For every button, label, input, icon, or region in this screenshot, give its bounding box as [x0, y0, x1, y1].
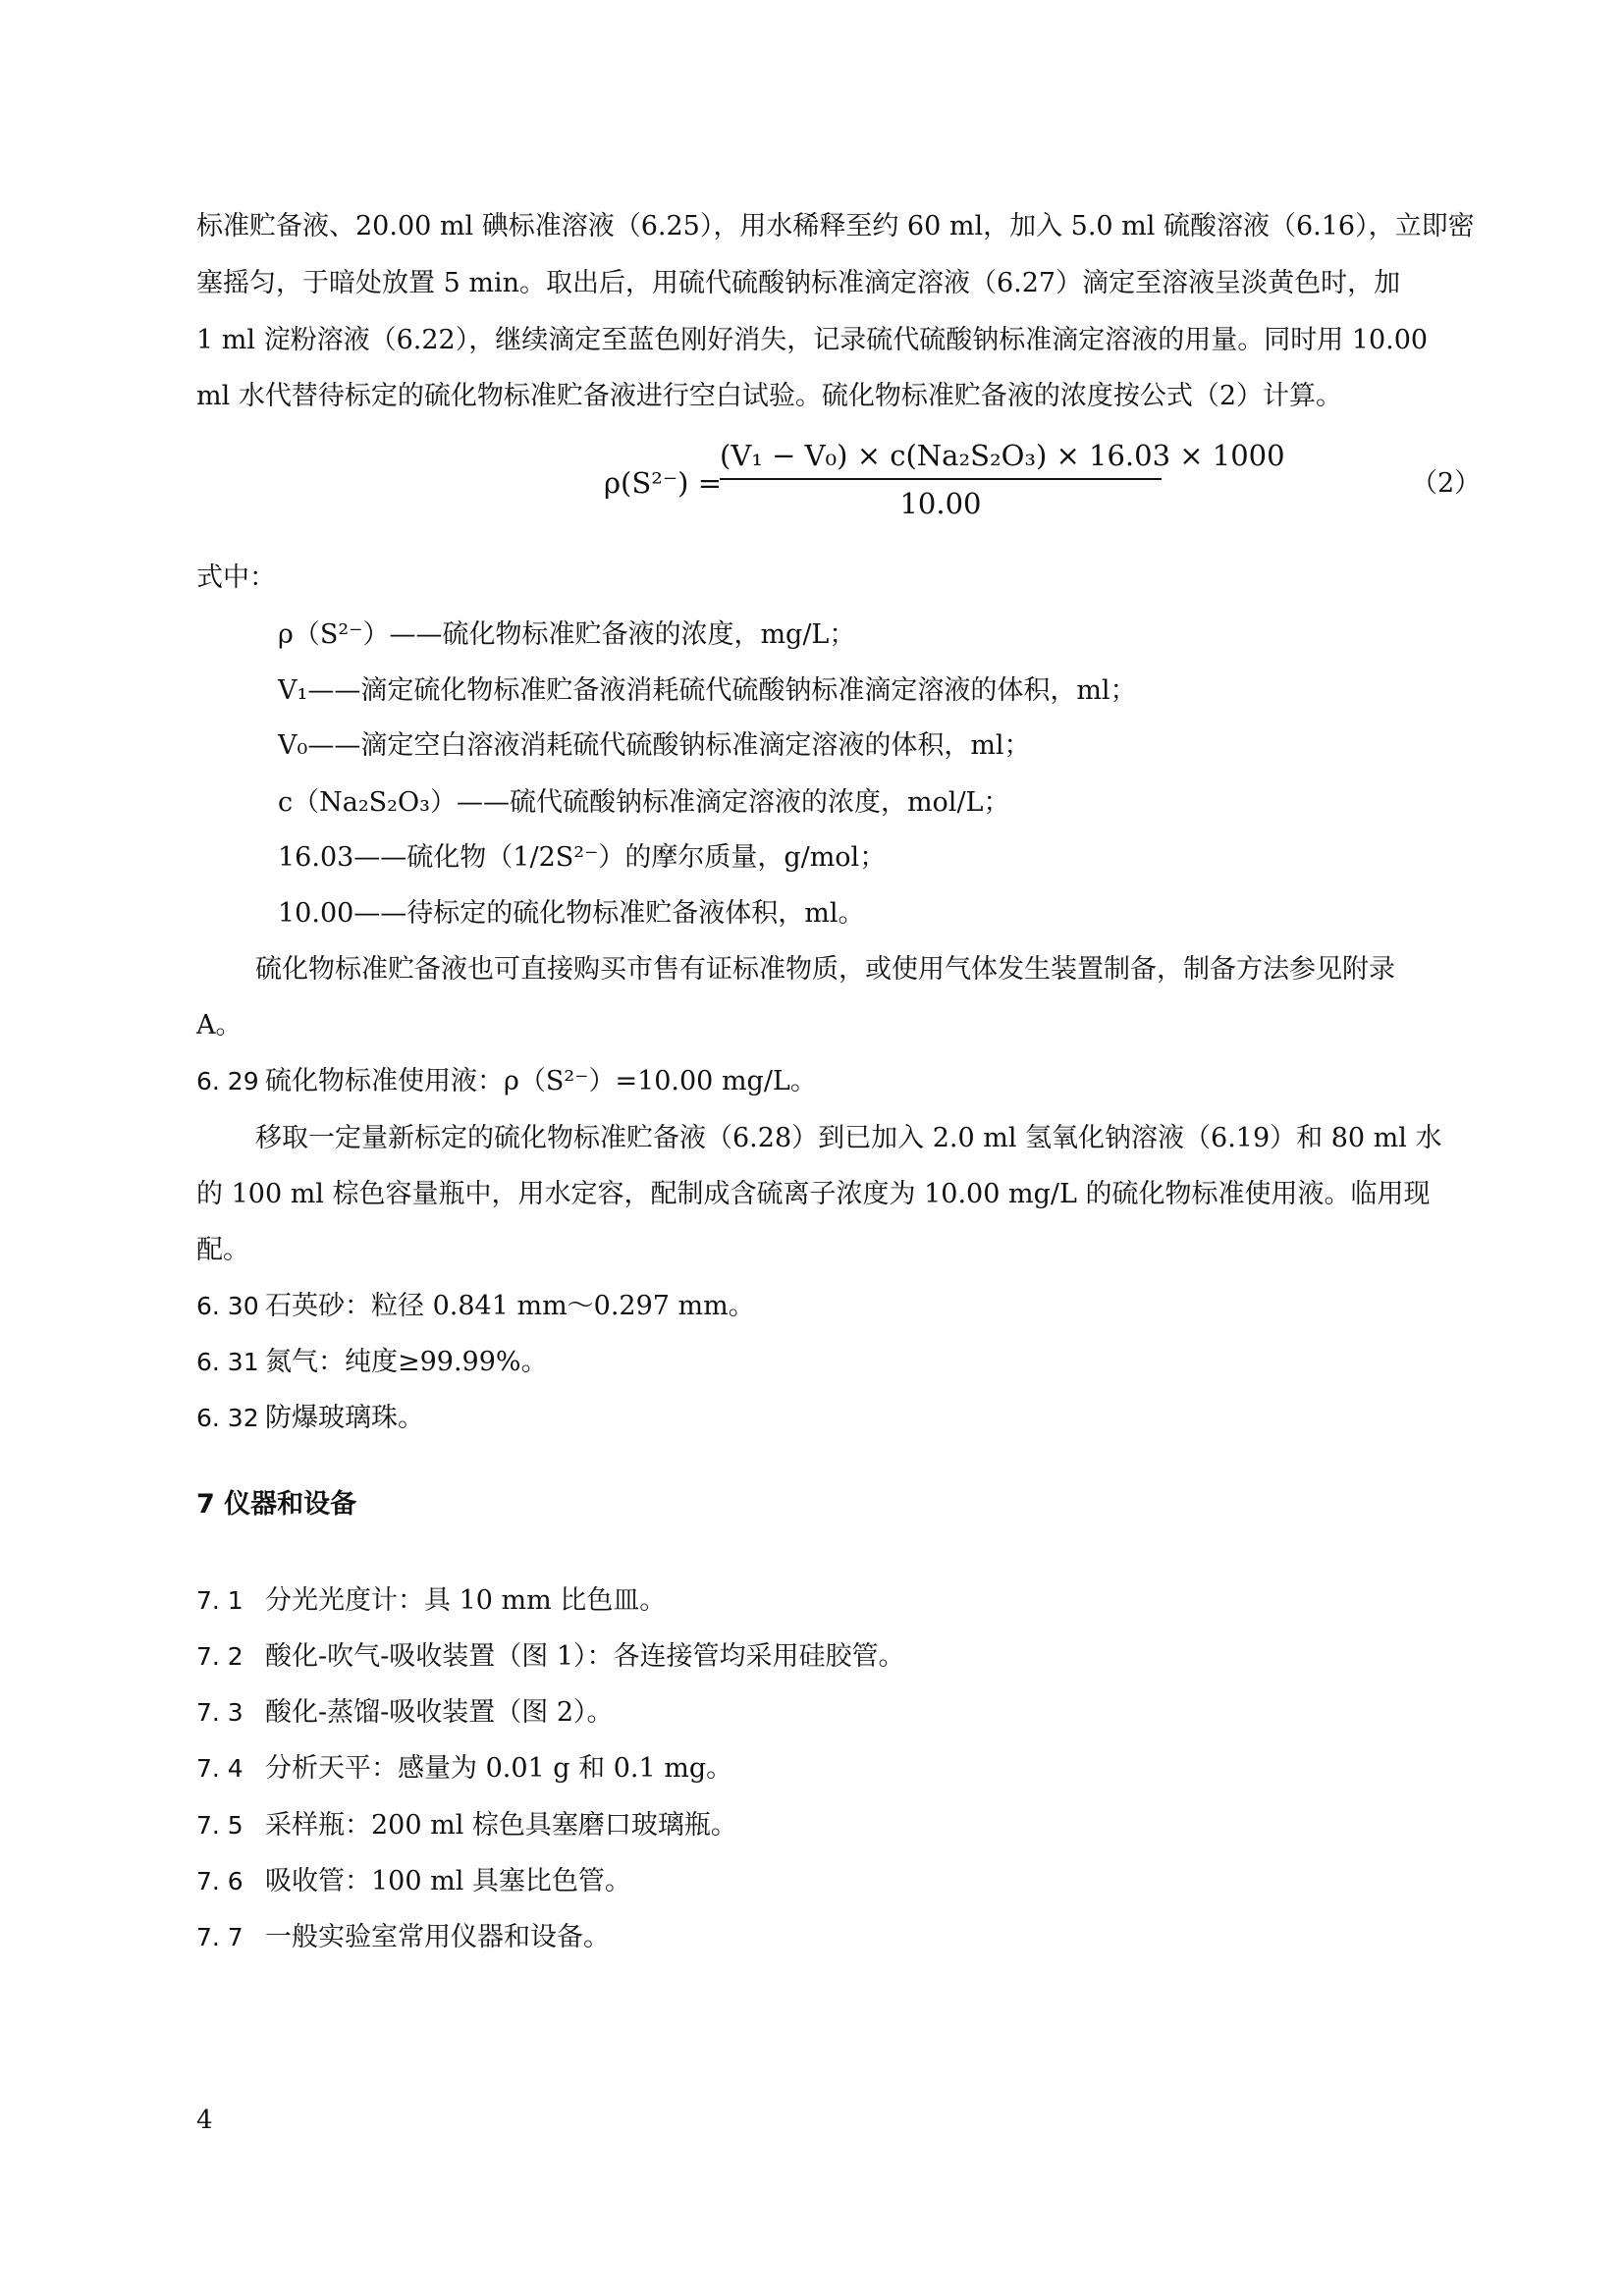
clause-7-5	[196, 1808, 737, 1843]
formula-fraction	[720, 435, 1285, 523]
clause-6-31	[196, 1345, 548, 1380]
clause-6-32	[196, 1401, 424, 1436]
clause-text: 石英砂：粒径 0.841 mm～0.297 mm。	[265, 1291, 755, 1321]
clause-text: 酸化-吹气-吸收装置（图 1）：各连接管均采用硅胶管。	[265, 1641, 905, 1672]
clause-7-2	[196, 1639, 905, 1675]
clause-7-7	[196, 1920, 610, 1955]
formula-2	[604, 435, 1285, 533]
where-item: V₁——滴定硫化物标准贮备液消耗硫代硫酸钠标准滴定溶液的体积，ml；	[278, 675, 1137, 706]
clause-text: 氮气：纯度≥99.99%。	[265, 1347, 548, 1377]
clause-number: 7. 4	[196, 1754, 244, 1783]
where-label: 式中：	[196, 562, 276, 593]
paragraph-line: 塞摇匀，于暗处放置 5 min。取出后，用硫代硫酸钠标准滴定溶液（6.27）滴定至溶液呈淡黄色时，加	[196, 268, 1401, 298]
where-item: V₀——滴定空白溶液消耗硫代硫酸钠标准滴定溶液的体积，ml；	[278, 730, 1031, 761]
page-number: 4	[196, 2106, 213, 2135]
paragraph-line: A。	[196, 1010, 243, 1041]
paragraph-line: 移取一定量新标定的硫化物标准贮备液（6.28）到已加入 2.0 ml 氢氧化钠溶液（6.19）和 80 ml 水	[255, 1123, 1442, 1153]
clause-7-1	[196, 1583, 666, 1619]
clause-number: 7. 6	[196, 1867, 244, 1896]
clause-7-4	[196, 1751, 732, 1787]
paragraph-line: 配。	[196, 1235, 249, 1265]
clause-number: 6. 31	[196, 1348, 259, 1376]
clause-7-6	[196, 1864, 631, 1899]
clause-number: 7. 2	[196, 1642, 244, 1671]
section-7-heading: 7 仪器和设备	[196, 1489, 357, 1520]
clause-number: 7. 1	[196, 1586, 244, 1615]
paragraph-line: 1 ml 淀粉溶液（6.22），继续滴定至蓝色刚好消失，记录硫代硫酸钠标准滴定溶液的用量。同时用 10.00	[196, 325, 1429, 355]
clause-number: 7. 5	[196, 1811, 244, 1840]
formula-denominator: 10.00	[899, 487, 982, 520]
clause-text: 分光光度计：具 10 mm 比色皿。	[265, 1585, 667, 1616]
clause-7-3	[196, 1695, 614, 1731]
where-item: c（Na₂S₂O₃）——硫代硫酸钠标准滴定溶液的浓度，mol/L；	[278, 787, 1010, 818]
where-item: 10.00——待标定的硫化物标准贮备液体积，ml。	[278, 898, 865, 929]
formula-lhs: ρ(S²⁻) =	[604, 466, 722, 500]
fraction-bar	[720, 478, 1162, 480]
clause-text: 分析天平：感量为 0.01 g 和 0.1 mg。	[265, 1753, 733, 1784]
equation-number: （2）	[1411, 468, 1482, 499]
where-item: 16.03——硫化物（1/2S²⁻）的摩尔质量，g/mol；	[278, 842, 887, 873]
formula-numerator: (V₁ − V₀) × c(Na₂S₂O₃) × 16.03 × 1000	[720, 439, 1285, 472]
where-item: ρ（S²⁻）——硫化物标准贮备液的浓度，mg/L；	[278, 619, 856, 650]
clause-6-30	[196, 1289, 755, 1324]
clause-number: 6. 32	[196, 1404, 259, 1432]
paragraph-line: 标准贮备液、20.00 ml 碘标准溶液（6.25），用水稀释至约 60 ml，加入 5.0 ml 硫酸溶液（6.16），立即密	[196, 211, 1475, 241]
paragraph-line: 的 100 ml 棕色容量瓶中，用水定容，配制成含硫离子浓度为 10.00 mg/L 的硫化物标准使用液。临用现	[196, 1179, 1431, 1209]
clause-text: 硫化物标准使用液：ρ（S²⁻）=10.00 mg/L。	[265, 1066, 817, 1096]
clause-text: 防爆玻璃珠。	[265, 1403, 424, 1433]
paragraph-line: ml 水代替待标定的硫化物标准贮备液进行空白试验。硫化物标准贮备液的浓度按公式（2）计算。	[196, 381, 1342, 411]
clause-text: 采样瓶：200 ml 棕色具塞磨口玻璃瓶。	[265, 1810, 737, 1841]
clause-number: 6. 30	[196, 1292, 259, 1320]
clause-number: 6. 29	[196, 1067, 259, 1095]
clause-text: 酸化-蒸馏-吸收装置（图 2）。	[265, 1697, 614, 1728]
clause-number: 7. 3	[196, 1698, 244, 1727]
clause-text: 吸收管：100 ml 具塞比色管。	[265, 1866, 631, 1896]
paragraph-line: 硫化物标准贮备液也可直接购买市售有证标准物质，或使用气体发生装置制备，制备方法参见附录	[255, 954, 1395, 985]
clause-number: 7. 7	[196, 1923, 244, 1951]
clause-6-29	[196, 1064, 817, 1099]
clause-text: 一般实验室常用仪器和设备。	[265, 1922, 610, 1952]
